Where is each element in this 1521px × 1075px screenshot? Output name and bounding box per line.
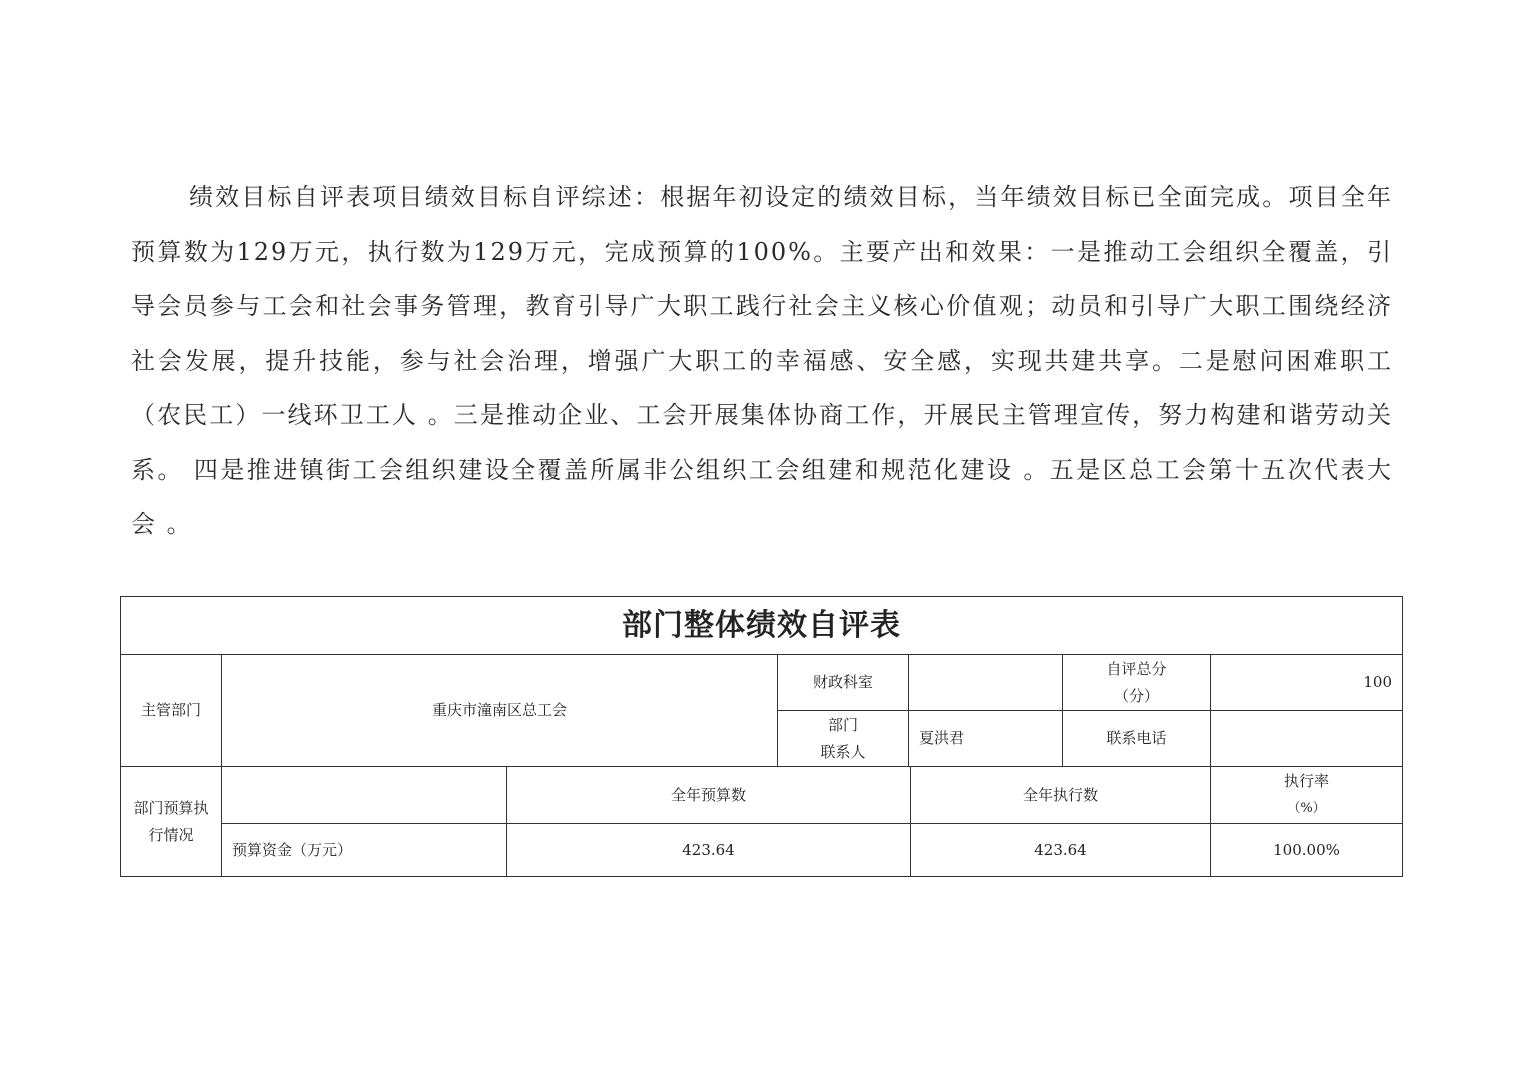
score-label-line2: （分） (1113, 686, 1159, 705)
performance-table (120, 596, 1403, 877)
col-header-rate (1211, 767, 1403, 824)
contact-label-line1: 部门 (827, 715, 858, 734)
score-value: 100 (1211, 655, 1403, 711)
budget-section-label (121, 767, 222, 877)
dept-label: 主管部门 (121, 655, 222, 767)
row-rate-value: 100.00% (1211, 824, 1403, 877)
phone-value (1211, 711, 1403, 767)
header-empty-cell (222, 767, 507, 824)
col-header-budget: 全年预算数 (507, 767, 911, 824)
summary-paragraph: 绩效目标自评表项目绩效目标自评综述：根据年初设定的绩效目标，当年绩效目标已全面完成。项目全年预算数为129万元，执行数为129万元，完成预算的100%。主要产出和效果：一是推动工会组织全覆盖，引导会员参与工会和社会事务管理，教育引导广大职工践行社会主义核心价值观；动员和引导广大职工围绕经济社会发展，提升技能，参与社会治理，增强广大职工的幸福感、安全感，实现共建共享。二是慰问困难职工（农民工）一线环卫工人 。三是推动企业、工会开展集体协商工作，开展民主管理宣传，努力构建和谐劳动关系。 四是推进镇街工会组织建设全覆盖所属非公组织工会组建和规范化建设 。五是区总工会第十五次代表大会 。 (131, 183, 1393, 538)
budget-section-label-line1: 部门预算执 (133, 798, 209, 817)
score-label-line1: 自评总分 (1106, 659, 1167, 678)
col-header-rate-line2: （%） (1287, 801, 1326, 816)
phone-label: 联系电话 (1063, 711, 1211, 767)
finance-value (909, 655, 1063, 711)
contact-label-line2: 联系人 (820, 742, 866, 761)
budget-section-label-line2: 行情况 (148, 825, 194, 844)
row-label: 预算资金（万元） (222, 824, 507, 877)
col-header-rate-line1: 执行率 (1283, 772, 1329, 790)
contact-label (778, 711, 909, 767)
row-budget-value: 423.64 (507, 824, 911, 877)
table-title: 部门整体绩效自评表 (121, 597, 1403, 655)
score-label (1063, 655, 1211, 711)
dept-value: 重庆市潼南区总工会 (222, 655, 778, 767)
col-header-executed: 全年执行数 (911, 767, 1211, 824)
row-executed-value: 423.64 (911, 824, 1211, 877)
contact-value: 夏洪君 (909, 711, 1063, 767)
finance-label: 财政科室 (778, 655, 909, 711)
